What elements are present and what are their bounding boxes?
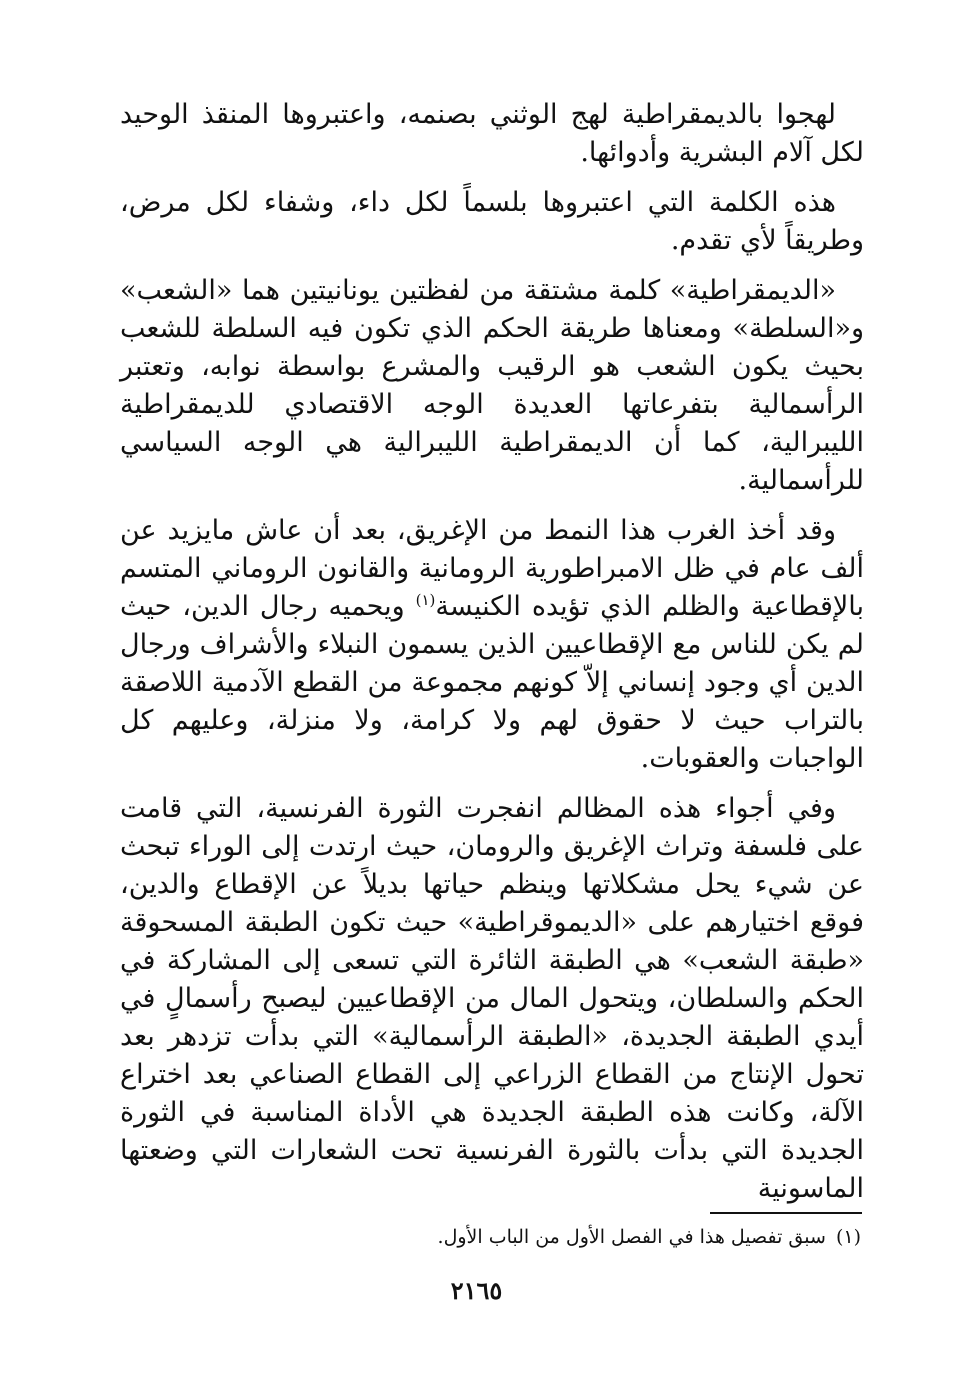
paragraph-2: [120, 184, 864, 260]
footnote-number: (١): [835, 1226, 861, 1248]
paragraph-5: [120, 790, 864, 1208]
paragraph-4: [120, 512, 864, 778]
footnote-text: سبق تفصيل هذا في الفصل الأول من الباب الأول.: [437, 1226, 826, 1248]
paragraph-2-text: هذه الكلمة التي اعتبروها بلسماً لكل داء، وشفاء لكل مرض، وطريقاً لأي تقدم.: [120, 187, 864, 256]
paragraph-4-text-before: وقد أخذ الغرب هذا النمط من الإغريق، بعد أن عاش مايزيد عن ألف عام في ظل الامبراطورية الرومانية والقانون الروماني المتسم بالإقطاعية والظلم الذي تؤيده الكنيسة: [120, 515, 864, 622]
footnote-divider: [710, 1212, 862, 1214]
paragraph-5-text: وفي أجواء هذه المظالم انفجرت الثورة الفرنسية، التي قامت على فلسفة وتراث الإغريق والرومان، حيث ارتدت إلى الوراء تبحث عن شيء يحل مشكلاتها وينظم حياتها بديلاً عن الإقطاع والدين، فوقع اختيارهم على «الديموقراطية» حيث تكون الطبقة المسحوقة «طبقة الشعب» هي الطبقة الثائرة التي تسعى إلى المشاركة في الحكم والسلطان، ويتحول المال من الإقطاعيين ليصبح رأسمالٍ في أيدي الطبقة الجديدة، «الطبقة الرأسمالية» التي بدأت تزدهر بعد تحول الإنتاج من القطاع الزراعي إلى القطاع الصناعي بعد اختراع الآلة، وكانت هذه الطبقة الجديدة هي الأداة المناسبة في الثورة الجديدة التي بدأت بالثورة الفرنسية تحت الشعارات التي وضعتها الماسونية: [120, 793, 864, 1204]
paragraph-3: [120, 272, 864, 500]
paragraph-1-text: لهجوا بالديمقراطية لهج الوثني بصنمه، واعتبروها المنقذ الوحيد لكل آلام البشرية وأدوائها.: [120, 99, 864, 168]
footnote-reference[interactable]: (١): [415, 591, 436, 609]
paragraph-3-text: «الديمقراطية» كلمة مشتقة من لفظتين يونانيتين هما «الشعب» و«السلطة» ومعناها طريقة الحكم الذي تكون فيه السلطة للشعب بحيث يكون الشعب هو الرقيب والمشرع بواسطة نوابه، وتعتبر الرأسمالية بتفرعاتها العديدة الوجه الاقتصادي للديمقراطية الليبرالية، كما أن الديمقراطية الليبرالية هي الوجه السياسي للرأسمالية.: [120, 275, 864, 496]
main-text: [120, 96, 864, 1220]
footnote: [161, 1222, 861, 1252]
paragraph-1: [120, 96, 864, 172]
paragraph-4-text-after: ويحميه رجال الدين، حيث لم يكن للناس مع الإقطاعيين الذين يسمون النبلاء والأشراف ورجال الدين أي وجود إنساني إلاّ كونهم مجموعة من القطع الآدمية اللاصقة بالتراب حيث لا حقوق لهم ولا كرامة، ولا منزلة، وعليهم كل الواجبات والعقوبات.: [120, 591, 865, 774]
page-number: ٢١٦٥: [450, 1276, 503, 1305]
